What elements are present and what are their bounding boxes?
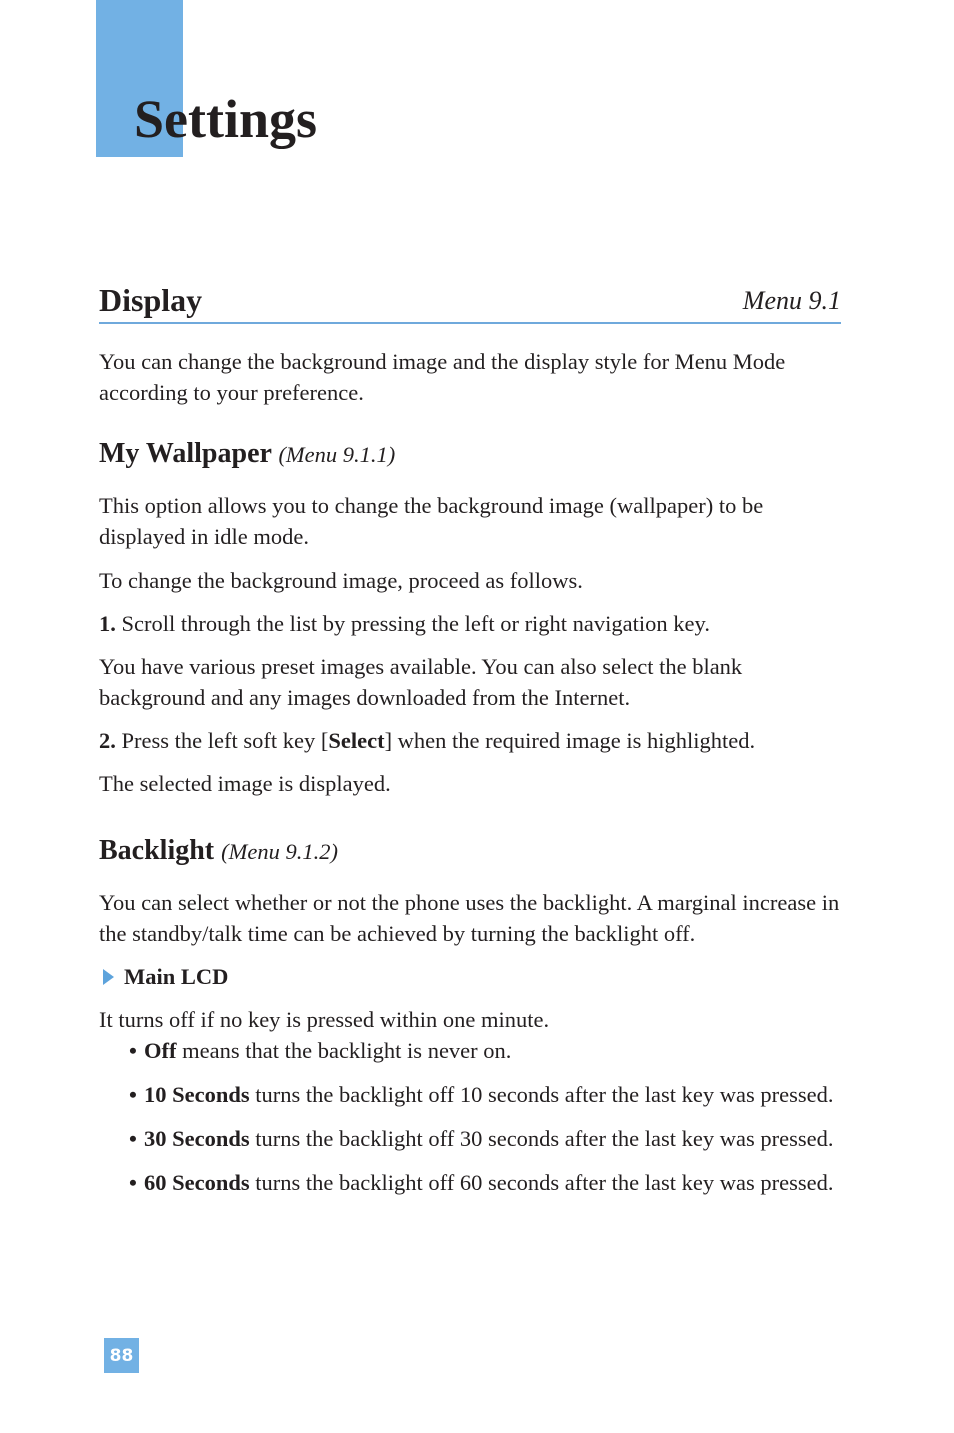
main-lcd-heading [99, 961, 841, 992]
step-2-text-pre: Press the left soft key [ [121, 728, 329, 753]
wallpaper-note: You have various preset images available. You can also select the blank background and any images downloaded from the Internet. [99, 654, 743, 710]
page-number: 88 [104, 1338, 139, 1373]
option-label: 30 Seconds [144, 1126, 250, 1151]
option-30-seconds [99, 1123, 841, 1154]
intro-text: You can change the background image and the display style for Menu Mode according to your preference. [99, 349, 786, 405]
section-title: Display [99, 282, 203, 318]
main-lcd-desc: It turns off if no key is pressed within one minute. [99, 1007, 550, 1032]
wallpaper-title: My Wallpaper [99, 438, 272, 469]
backlight-heading [99, 834, 841, 869]
content [99, 346, 841, 1198]
option-text: means that the backlight is never on. [176, 1038, 512, 1063]
section-header [99, 278, 841, 324]
option-60-seconds [99, 1167, 841, 1198]
step-1-text: Scroll through the list by pressing the left or right navigation key. [121, 611, 710, 636]
option-off [99, 1035, 841, 1066]
wallpaper-result: The selected image is displayed. [99, 771, 391, 796]
step-2-number: 2. [99, 728, 116, 753]
wallpaper-step-1 [99, 608, 841, 639]
section-menu-ref: Menu 9.1 [742, 286, 841, 315]
option-text: turns the backlight off 60 seconds after the last key was pressed. [249, 1170, 834, 1195]
main-lcd-label: Main LCD [124, 964, 229, 989]
wallpaper-desc: This option allows you to change the background image (wallpaper) to be displayed in idle mode. [99, 493, 764, 549]
triangle-right-icon [103, 969, 114, 985]
wallpaper-menu-ref: (Menu 9.1.1) [278, 442, 396, 467]
wallpaper-instructions: To change the background image, proceed as follows. [99, 568, 583, 593]
option-10-seconds [99, 1079, 841, 1110]
option-label: Off [144, 1038, 177, 1063]
backlight-desc: You can select whether or not the phone uses the backlight. A marginal increase in the standby/talk time can be achieved by turning the backlight off. [99, 890, 840, 946]
wallpaper-step-2 [99, 725, 841, 756]
backlight-menu-ref: (Menu 9.1.2) [221, 839, 338, 864]
wallpaper-heading [99, 437, 841, 472]
option-label: 60 Seconds [144, 1170, 250, 1195]
option-text: turns the backlight off 30 seconds after the last key was pressed. [249, 1126, 834, 1151]
backlight-options [99, 1035, 841, 1198]
backlight-title: Backlight [99, 835, 215, 866]
step-2-text-post: ] when the required image is highlighted. [384, 728, 756, 753]
select-key-label: Select [328, 728, 385, 753]
page-title: Settings [134, 89, 318, 149]
option-text: turns the backlight off 10 seconds after the last key was pressed. [249, 1082, 834, 1107]
step-1-number: 1. [99, 611, 116, 636]
option-label: 10 Seconds [144, 1082, 250, 1107]
